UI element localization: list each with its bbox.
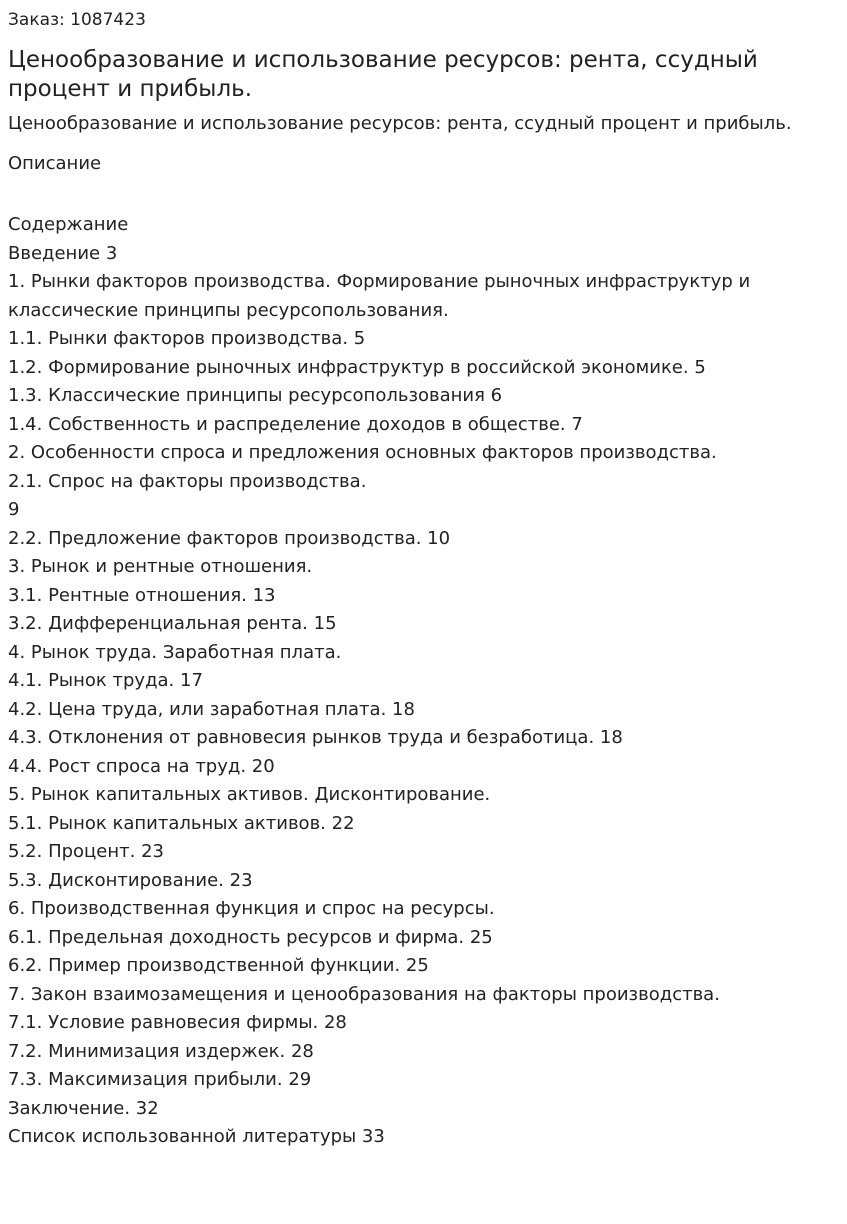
toc-line: 4.1. Рынок труда. 17 <box>8 670 203 691</box>
toc-line: 5.1. Рынок капитальных активов. 22 <box>8 812 355 834</box>
toc-line: 1.2. Формирование рыночных инфраструктур в российской экономике. 5 <box>8 356 706 378</box>
toc-line: 7.3. Максимизация прибыли. 29 <box>8 1069 312 1090</box>
toc-line: 7.1. Условие равновесия фирмы. 28 <box>8 1012 347 1033</box>
toc-line: 6.2. Пример производственной функции. 25 <box>8 955 429 976</box>
toc-line: 7.2. Минимизация издержек. 28 <box>8 1040 314 1062</box>
toc-line: 4. Рынок труда. Заработная плата. <box>8 641 342 663</box>
toc-line: Введение 3 <box>8 242 118 264</box>
toc-line: 4.2. Цена труда, или заработная плата. 18 <box>8 698 415 720</box>
toc-line: 9 <box>8 499 20 520</box>
toc-line: 3.1. Рентные отношения. 13 <box>8 584 276 606</box>
toc-line: 2. Особенности спроса и предложения основных факторов производства. <box>8 442 717 463</box>
toc-line: 1.3. Классические принципы ресурсопользования 6 <box>8 385 503 406</box>
toc-line: 4.3. Отклонения от равновесия рынков труда и безработица. 18 <box>8 727 623 748</box>
order-number: Заказ: 1087423 <box>8 10 146 30</box>
page-subtitle: Ценообразование и использование ресурсов: рента, ссудный процент и прибыль. <box>8 113 792 134</box>
toc-line: 3. Рынок и рентные отношения. <box>8 556 313 577</box>
toc-line: 4.4. Рост спроса на труд. 20 <box>8 755 275 777</box>
toc-line: 1.1. Рынки факторов производства. 5 <box>8 328 366 349</box>
toc-line: 7. Закон взаимозамещения и ценообразования на факторы производства. <box>8 983 720 1005</box>
toc-line: Содержание <box>8 214 129 235</box>
toc-line: 3.2. Дифференциальная рента. 15 <box>8 613 337 634</box>
table-of-contents <box>8 211 839 1152</box>
toc-line: Список использованной литературы 33 <box>8 1126 385 1147</box>
toc-line: 6. Производственная функция и спрос на ресурсы. <box>8 898 495 919</box>
description-heading: Описание <box>8 153 102 174</box>
toc-line: 1.4. Собственность и распределение доходов в обществе. 7 <box>8 413 583 435</box>
toc-line: 2.1. Спрос на факторы производства. <box>8 470 367 492</box>
toc-line: 5.3. Дисконтирование. 23 <box>8 869 253 891</box>
page-title: Ценообразование и использование ресурсов: рента, ссудный процент и прибыль. <box>8 47 758 102</box>
toc-line: 1. Рынки факторов производства. Формирование рыночных инфраструктур и классические принципы ресурсопользования. <box>8 271 751 321</box>
toc-line: 5.2. Процент. 23 <box>8 841 164 862</box>
toc-line: Заключение. 32 <box>8 1097 159 1119</box>
toc-line: 6.1. Предельная доходность ресурсов и фирма. 25 <box>8 926 493 948</box>
toc-line: 5. Рынок капитальных активов. Дисконтирование. <box>8 784 491 805</box>
toc-line: 2.2. Предложение факторов производства. 10 <box>8 527 451 549</box>
